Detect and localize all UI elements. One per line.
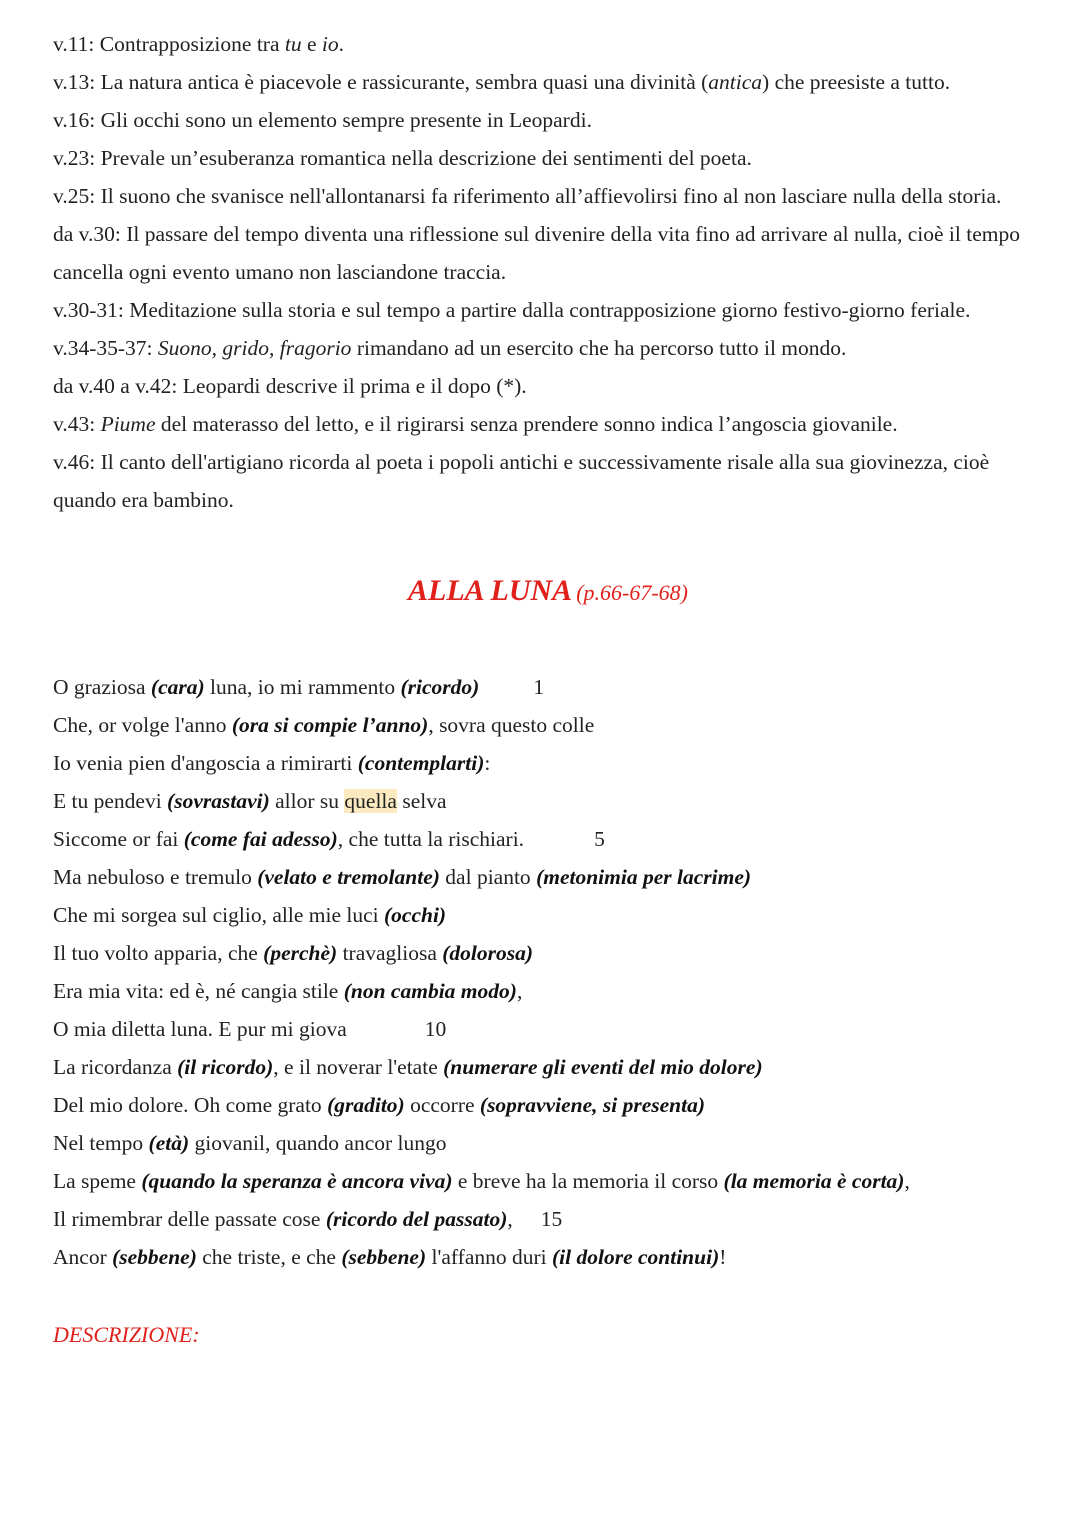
poem-title (53, 561, 1043, 626)
note-v16: v.16: Gli occhi sono un elemento sempre presente in Leopardi. (53, 108, 592, 132)
poem-line-7: Che mi sorgea sul ciglio, alle mie luci (occhi) (53, 903, 447, 927)
poem-page-ref: (p.66-67-68) (576, 580, 688, 605)
document-page (53, 25, 1043, 1354)
poem-line-4: E tu pendevi (sovrastavi) allor su quella selva (53, 789, 447, 813)
poem-line-9: Era mia vita: ed è, né cangia stile (non cambia modo), (53, 979, 523, 1003)
note-v43: v.43: Piume del materasso del letto, e il rigirarsi senza prendere sonno indica l’angoscia giovanile. (53, 412, 898, 436)
note-v25: v.25: Il suono che svanisce nell'allontanarsi fa riferimento all’affievolirsi fino al non lasciare nulla della storia. (53, 184, 1002, 208)
line-number: 15 (540, 1207, 563, 1231)
poem-line-13: Nel tempo (età) giovanil, quando ancor lungo (53, 1131, 447, 1155)
note-v13: v.13: La natura antica è piacevole e rassicurante, sembra quasi una divinità (antica) che preesiste a tutto. (53, 70, 951, 94)
note-v34-37: v.34-35-37: Suono, grido, fragorio rimandano ad un esercito che ha percorso tutto il mondo. (53, 336, 847, 360)
line-number: 10 (424, 1017, 447, 1041)
poem-line-16: Ancor (sebbene) che triste, e che (sebbene) l'affanno duri (il dolore continui)! (53, 1245, 727, 1269)
poem-line-2: Che, or volge l'anno (ora si compie l’anno), sovra questo colle (53, 713, 595, 737)
section-heading-descrizione: DESCRIZIONE: (53, 1322, 200, 1347)
poem-line-12: Del mio dolore. Oh come grato (gradito) occorre (sopravviene, si presenta) (53, 1093, 706, 1117)
line-number: 5 (594, 827, 605, 851)
poem-title-text: ALLA LUNA (408, 574, 573, 607)
note-v23: v.23: Prevale un’esuberanza romantica nella descrizione dei sentimenti del poeta. (53, 146, 752, 170)
poem-line-3: Io venia pien d'angoscia a rimirarti (contemplarti): (53, 751, 491, 775)
verse-notes (53, 25, 1043, 519)
note-v30-31: v.30-31: Meditazione sulla storia e sul tempo a partire dalla contrapposizione giorno festivo-giorno feriale. (53, 298, 971, 322)
note-v30: da v.30: Il passare del tempo diventa una riflessione sul divenire della vita fino ad arrivare al nulla, cioè il tempo cancella ogni evento umano non lasciandone traccia. (53, 222, 1020, 284)
poem-line-14: La speme (quando la speranza è ancora viva) e breve ha la memoria il corso (la memoria è corta), (53, 1169, 910, 1193)
note-v40-42: da v.40 a v.42: Leopardi descrive il prima e il dopo (*). (53, 374, 527, 398)
poem-line-8: Il tuo volto apparia, che (perchè) travagliosa (dolorosa) (53, 941, 534, 965)
poem-body (53, 668, 1043, 1276)
poem-line-11: La ricordanza (il ricordo), e il noverar l'etate (numerare gli eventi del mio dolore) (53, 1055, 763, 1079)
poem-line-6: Ma nebuloso e tremulo (velato e tremolante) dal pianto (metonimia per lacrime) (53, 865, 752, 889)
poem-line-1: O graziosa (cara) luna, io mi rammento (ricordo) 1 (53, 668, 1043, 706)
poem-line-5: Siccome or fai (come fai adesso), che tutta la rischiari. 5 (53, 820, 1043, 858)
note-v11: v.11: Contrapposizione tra tu e io. (53, 32, 345, 56)
poem-line-15: Il rimembrar delle passate cose (ricordo del passato), 15 (53, 1200, 1043, 1238)
highlighted-word: quella (344, 789, 397, 813)
line-number: 1 (533, 675, 545, 699)
note-v46: v.46: Il canto dell'artigiano ricorda al poeta i popoli antichi e successivamente risale alla sua giovinezza, cioè quando era bambino. (53, 450, 990, 512)
poem-line-10: O mia diletta luna. E pur mi giova 10 (53, 1010, 1043, 1048)
